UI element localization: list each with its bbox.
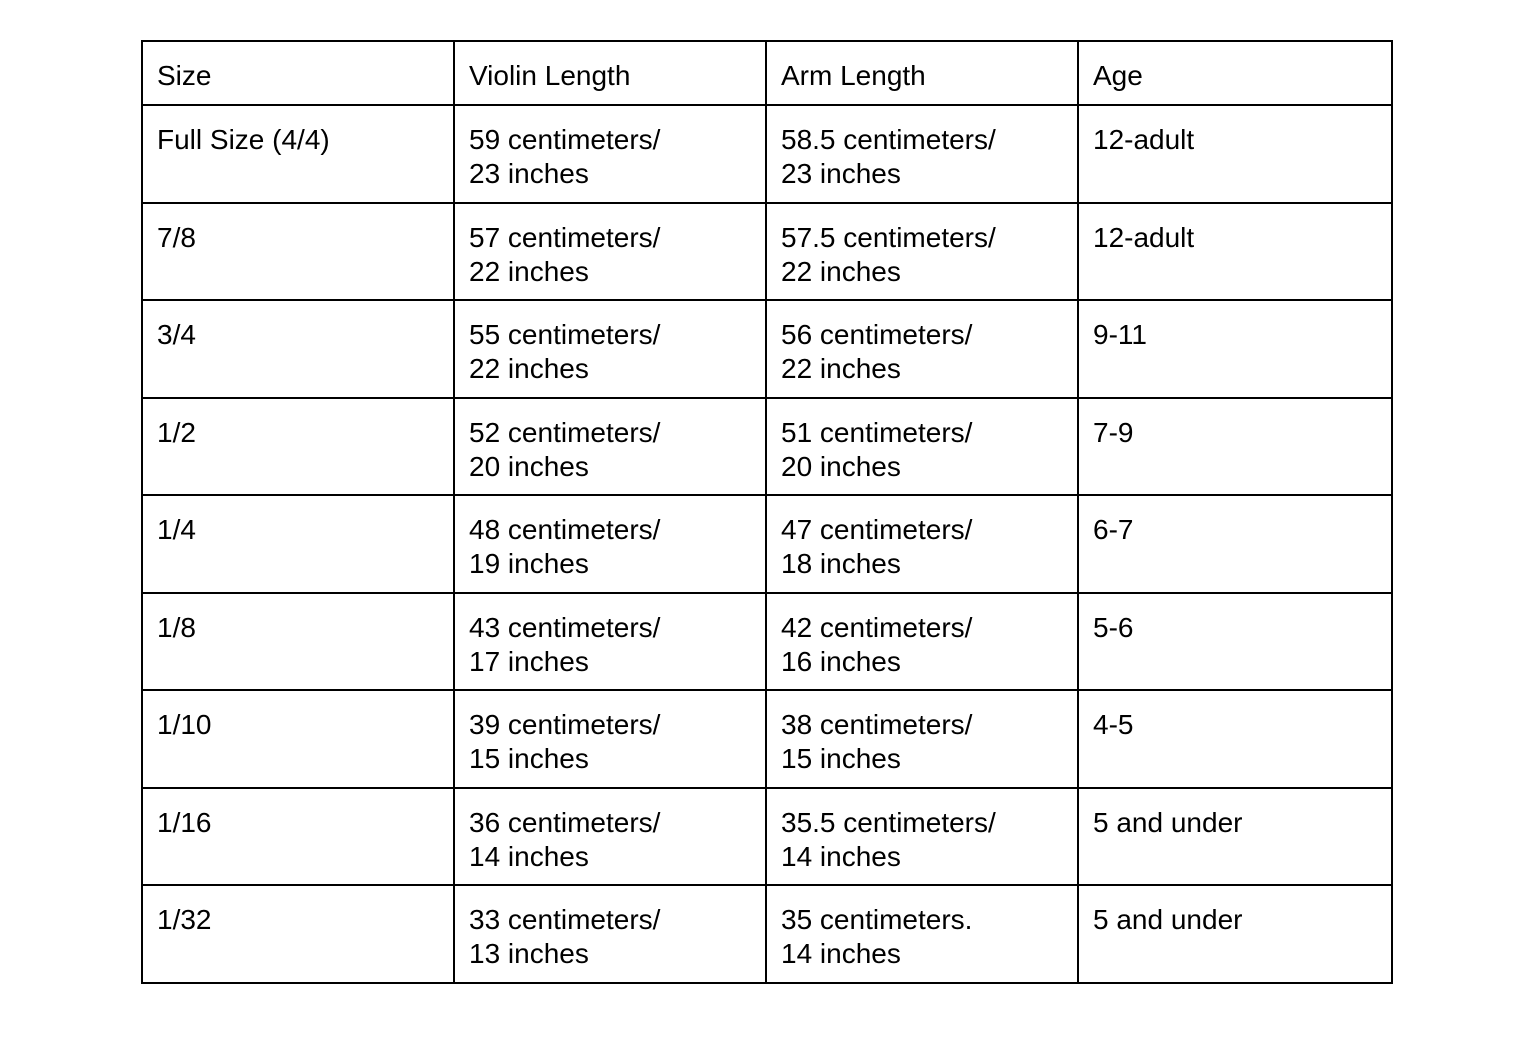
violin-length-in: 20 inches: [469, 450, 589, 482]
cell-age: 4-5: [1078, 690, 1392, 788]
violin-length-cm: 48 centimeters/: [469, 514, 661, 545]
cell-violin-length: [454, 398, 766, 496]
cell-arm-length: [766, 105, 1078, 203]
cell-size: 1/8: [142, 593, 454, 691]
cell-age: 6-7: [1078, 495, 1392, 593]
table-row: [142, 495, 1392, 593]
table-row: [142, 788, 1392, 886]
cell-age: 12-adult: [1078, 105, 1392, 203]
arm-length-in: 22 inches: [781, 353, 901, 384]
cell-arm-length: [766, 885, 1078, 983]
cell-arm-length: [766, 593, 1078, 691]
cell-size: 1/10: [142, 690, 454, 788]
arm-length-in: 14 inches: [781, 840, 901, 872]
arm-length-cm: 57.5 centimeters/: [781, 221, 996, 253]
arm-length-cm: 56 centimeters/: [781, 319, 973, 350]
cell-violin-length: [454, 788, 766, 886]
violin-length-cm: 55 centimeters/: [469, 319, 661, 350]
arm-length-in: 23 inches: [781, 158, 901, 189]
cell-arm-length: [766, 300, 1078, 398]
table-row: [142, 105, 1392, 203]
cell-violin-length: [454, 203, 766, 301]
arm-length-cm: 35 centimeters.: [781, 904, 973, 935]
table-row: [142, 398, 1392, 496]
violin-length-in: 23 inches: [469, 158, 589, 189]
cell-violin-length: [454, 105, 766, 203]
cell-age: 5-6: [1078, 593, 1392, 691]
header-violin-length: Violin Length: [454, 41, 766, 105]
cell-size: 3/4: [142, 300, 454, 398]
table-row: [142, 300, 1392, 398]
cell-arm-length: [766, 690, 1078, 788]
violin-length-in: 13 inches: [469, 938, 589, 969]
cell-age: 7-9: [1078, 398, 1392, 496]
cell-age: 12-adult: [1078, 203, 1392, 301]
violin-length-in: 14 inches: [469, 840, 589, 872]
cell-size: Full Size (4/4): [142, 105, 454, 203]
cell-violin-length: [454, 300, 766, 398]
arm-length-cm: 42 centimeters/: [781, 611, 973, 643]
cell-size: 1/4: [142, 495, 454, 593]
violin-length-cm: 52 centimeters/: [469, 416, 661, 448]
cell-size: 1/16: [142, 788, 454, 886]
violin-length-cm: 39 centimeters/: [469, 709, 661, 740]
cell-arm-length: [766, 788, 1078, 886]
cell-violin-length: [454, 885, 766, 983]
violin-length-cm: 57 centimeters/: [469, 221, 661, 253]
violin-length-in: 19 inches: [469, 548, 589, 579]
cell-violin-length: [454, 690, 766, 788]
table-row: [142, 690, 1392, 788]
violin-length-in: 22 inches: [469, 255, 589, 287]
violin-length-cm: 43 centimeters/: [469, 611, 661, 643]
violin-length-cm: 33 centimeters/: [469, 904, 661, 935]
cell-violin-length: [454, 593, 766, 691]
violin-length-cm: 36 centimeters/: [469, 806, 661, 838]
table-header-row: [142, 41, 1392, 105]
table-row: [142, 593, 1392, 691]
cell-arm-length: [766, 203, 1078, 301]
table-row: [142, 885, 1392, 983]
cell-age: 5 and under: [1078, 885, 1392, 983]
cell-size: 1/2: [142, 398, 454, 496]
cell-arm-length: [766, 495, 1078, 593]
cell-size: 7/8: [142, 203, 454, 301]
arm-length-in: 14 inches: [781, 938, 901, 969]
arm-length-cm: 35.5 centimeters/: [781, 806, 996, 838]
cell-arm-length: [766, 398, 1078, 496]
violin-length-in: 17 inches: [469, 645, 589, 677]
arm-length-in: 15 inches: [781, 743, 901, 774]
cell-size: 1/32: [142, 885, 454, 983]
arm-length-in: 16 inches: [781, 645, 901, 677]
header-age: Age: [1078, 41, 1392, 105]
arm-length-in: 22 inches: [781, 255, 901, 287]
arm-length-cm: 58.5 centimeters/: [781, 124, 996, 155]
arm-length-in: 18 inches: [781, 548, 901, 579]
header-arm-length: Arm Length: [766, 41, 1078, 105]
violin-length-in: 15 inches: [469, 743, 589, 774]
table-body: [142, 41, 1392, 983]
violin-length-in: 22 inches: [469, 353, 589, 384]
header-size: Size: [142, 41, 454, 105]
table-row: [142, 203, 1392, 301]
arm-length-cm: 47 centimeters/: [781, 514, 973, 545]
arm-length-cm: 38 centimeters/: [781, 709, 973, 740]
arm-length-cm: 51 centimeters/: [781, 416, 973, 448]
arm-length-in: 20 inches: [781, 450, 901, 482]
violin-length-cm: 59 centimeters/: [469, 124, 661, 155]
cell-violin-length: [454, 495, 766, 593]
cell-age: 5 and under: [1078, 788, 1392, 886]
violin-size-table: [141, 40, 1393, 984]
cell-age: 9-11: [1078, 300, 1392, 398]
